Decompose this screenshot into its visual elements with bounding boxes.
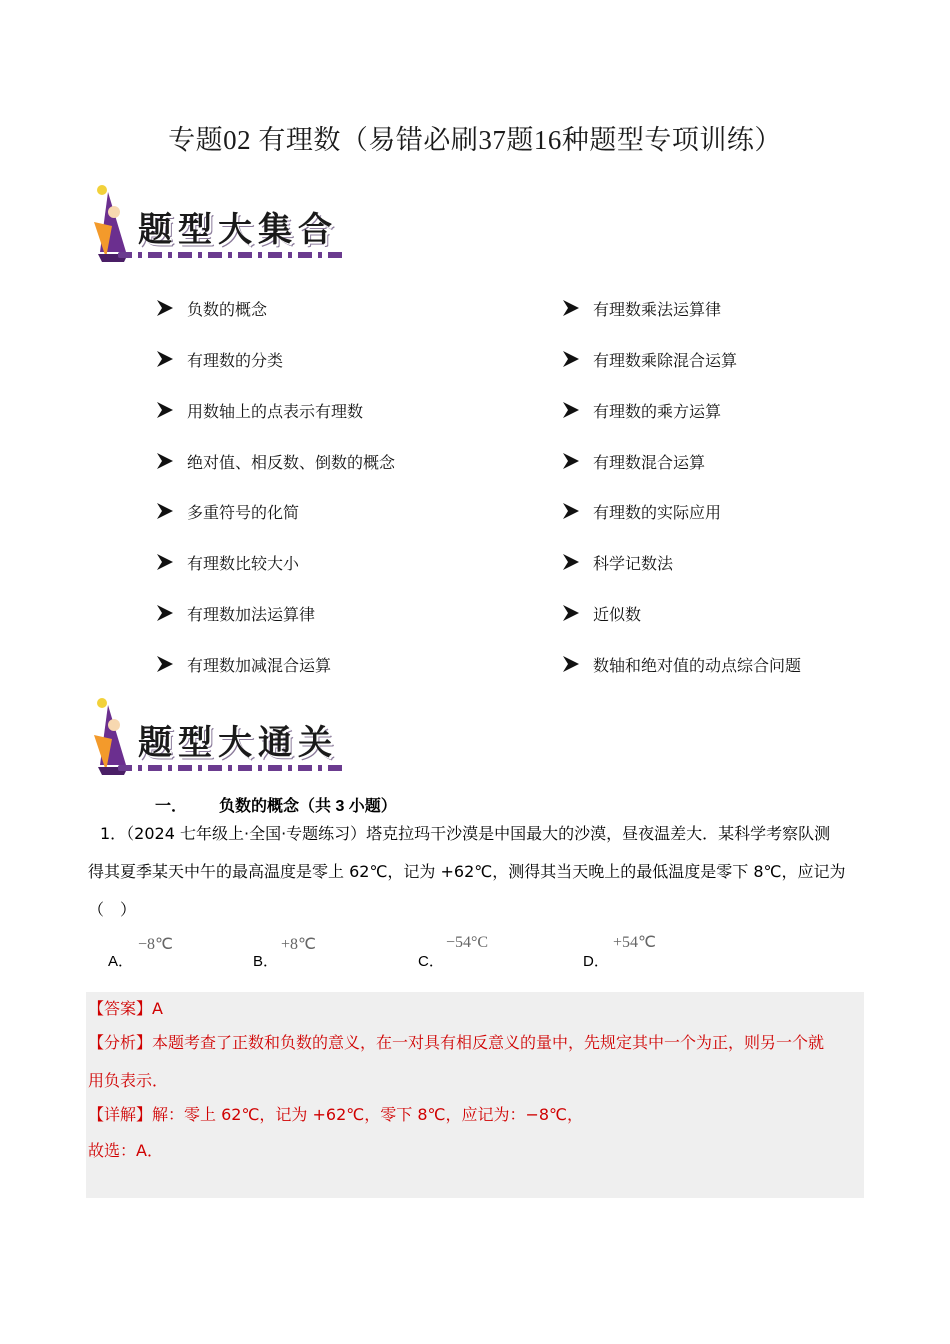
arrow-bullet-icon <box>561 400 581 420</box>
topic-item: 负数的概念 <box>155 296 267 320</box>
banner-underline <box>118 252 348 258</box>
topic-item: 有理数加减混合运算 <box>155 652 331 676</box>
topic-item: 有理数的实际应用 <box>561 499 721 523</box>
answer-box <box>86 992 864 1198</box>
page-title: 专题02 有理数（易错必刷37题16种题型专项训练） <box>168 125 782 155</box>
section-heading: 一． 负数的概念（共 3 小题） <box>155 798 397 815</box>
banner-title: 题型大集合 <box>138 210 338 250</box>
section-banner-practice <box>88 695 358 777</box>
banner-underline <box>118 765 348 771</box>
topic-item: 科学记数法 <box>561 550 673 574</box>
question-line: 1．（2024 七年级上·全国·专题练习）塔克拉玛干沙漠是中国最大的沙漠，昼夜温差大．某科学考察队测 <box>100 824 831 843</box>
answer-line: 【答案】A <box>88 999 163 1018</box>
topic-item: 数轴和绝对值的动点综合问题 <box>561 652 801 676</box>
arrow-bullet-icon <box>561 451 581 471</box>
topic-item: 有理数混合运算 <box>561 449 705 473</box>
arrow-bullet-icon <box>561 349 581 369</box>
arrow-bullet-icon <box>155 400 175 420</box>
analysis-line: 用负表示． <box>88 1071 169 1090</box>
topic-item: 有理数加法运算律 <box>155 601 315 625</box>
arrow-bullet-icon <box>155 501 175 521</box>
detail-line: 【详解】解：零上 62℃，记为 +62℃，零下 8℃，应记为：−8℃， <box>88 1105 584 1124</box>
question-line: 得其夏季某天中午的最高温度是零上 62℃，记为 +62℃，测得其当天晚上的最低温度是零下 8℃，应记为 <box>88 862 846 881</box>
arrow-bullet-icon <box>155 451 175 471</box>
arrow-bullet-icon <box>561 603 581 623</box>
arrow-bullet-icon <box>561 298 581 318</box>
topic-item: 有理数的乘方运算 <box>561 398 721 422</box>
arrow-bullet-icon <box>155 603 175 623</box>
topic-item: 用数轴上的点表示有理数 <box>155 398 363 422</box>
banner-title: 题型大通关 <box>138 723 338 763</box>
topic-item: 有理数的分类 <box>155 347 283 371</box>
arrow-bullet-icon <box>155 552 175 572</box>
arrow-bullet-icon <box>155 349 175 369</box>
topic-item: 绝对值、相反数、倒数的概念 <box>155 449 395 473</box>
arrow-bullet-icon <box>561 552 581 572</box>
section-banner-collection <box>88 182 358 264</box>
topic-item: 近似数 <box>561 601 641 625</box>
choice-list: A． −8℃ B． +8℃ C． −54°C D． +54℃ <box>108 934 656 970</box>
question-line: （ ） <box>88 900 137 919</box>
arrow-bullet-icon <box>561 654 581 674</box>
topic-item: 有理数乘法运算律 <box>561 296 721 320</box>
arrow-bullet-icon <box>561 501 581 521</box>
topic-item: 有理数乘除混合运算 <box>561 347 737 371</box>
arrow-bullet-icon <box>155 298 175 318</box>
conclusion-line: 故选：A． <box>88 1141 163 1160</box>
topic-item: 有理数比较大小 <box>155 550 299 574</box>
arrow-bullet-icon <box>155 654 175 674</box>
topic-item: 多重符号的化简 <box>155 499 299 523</box>
analysis-line: 【分析】本题考查了正数和负数的意义，在一对具有相反意义的量中，先规定其中一个为正，则另一个就 <box>88 1033 825 1052</box>
